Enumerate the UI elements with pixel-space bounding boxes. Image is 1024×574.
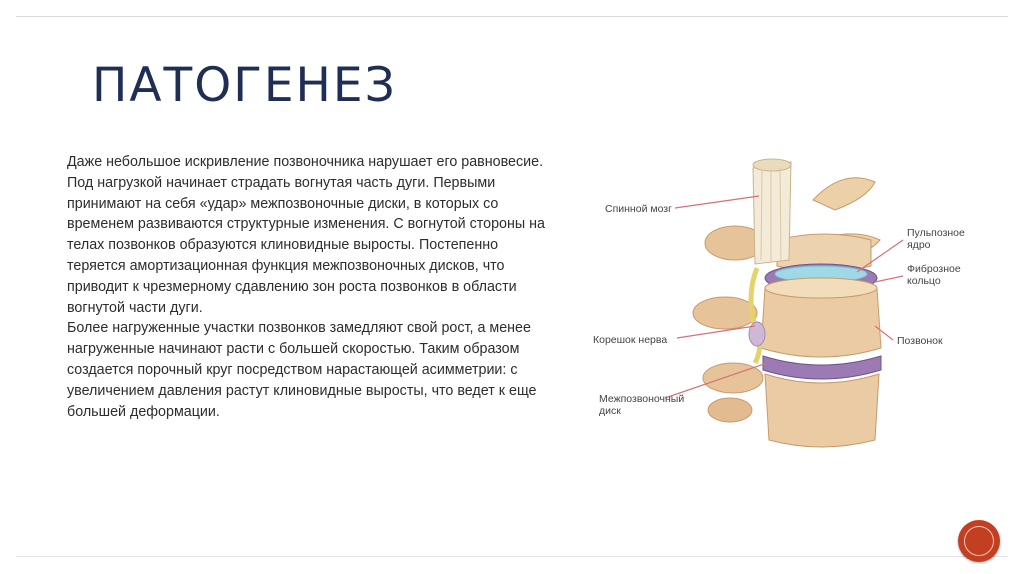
label-annulus-line1: Фиброзное xyxy=(907,263,961,275)
spinous-process-bottom xyxy=(708,398,752,422)
label-vertebra: Позвонок xyxy=(897,335,943,347)
label-spinal-cord: Спинной мозг xyxy=(605,203,672,215)
lower-vertebral-body xyxy=(765,374,879,447)
label-disc-line1: Межпозвоночный xyxy=(599,393,685,405)
spinous-process-middle xyxy=(693,297,757,329)
paragraph-1: Даже небольшое искривление позвоночника нарушает его равновесие. Под нагрузкой начинает страдать вогнутая часть дуги. Первыми принимают на себя «удар» межпозвоночные диски, в которых со временем развиваются структурные изменения. С вогнутой стороны на телах позвонков образуются клиновидные выросты. Постепенно теряется амортизационная функция межпозвоночных дисков, что приводит к чрезмерному сдавлению зон роста позвонков в области вогнутой части дуги. xyxy=(67,154,545,316)
paragraph-2: Более нагруженные участки позвонков замедляют свой рост, а менее нагруженные начинают расти с большей скоростью. Таким образом создается порочный круг посредством нарастающей асимметрии: с увеличением давления растут клиновидные выросты, что ведет к еще большей деформации. xyxy=(67,320,537,420)
slide-frame-top-line xyxy=(16,16,1008,17)
spine-diagram-svg xyxy=(585,148,970,458)
spinal-cord-top xyxy=(753,159,791,171)
slide-title: ПАТОГЕНЕЗ xyxy=(92,58,397,113)
body-text xyxy=(67,152,559,422)
spine-anatomy-illustration xyxy=(585,148,970,458)
spinal-cord xyxy=(753,162,791,264)
label-nucleus-line2: ядро xyxy=(907,239,931,251)
slide-navigation-button[interactable] xyxy=(958,520,1000,562)
circle-icon xyxy=(964,526,994,556)
label-annulus-line2: кольцо xyxy=(907,275,941,287)
nerve-ganglion xyxy=(749,322,765,346)
label-disc-line2: диск xyxy=(599,405,621,417)
label-nucleus-line1: Пульпозное xyxy=(907,227,965,239)
middle-vertebra-top-face xyxy=(765,278,877,298)
slide-frame-bottom-line xyxy=(16,556,1008,557)
label-nerve-root: Корешок нерва xyxy=(593,334,668,346)
